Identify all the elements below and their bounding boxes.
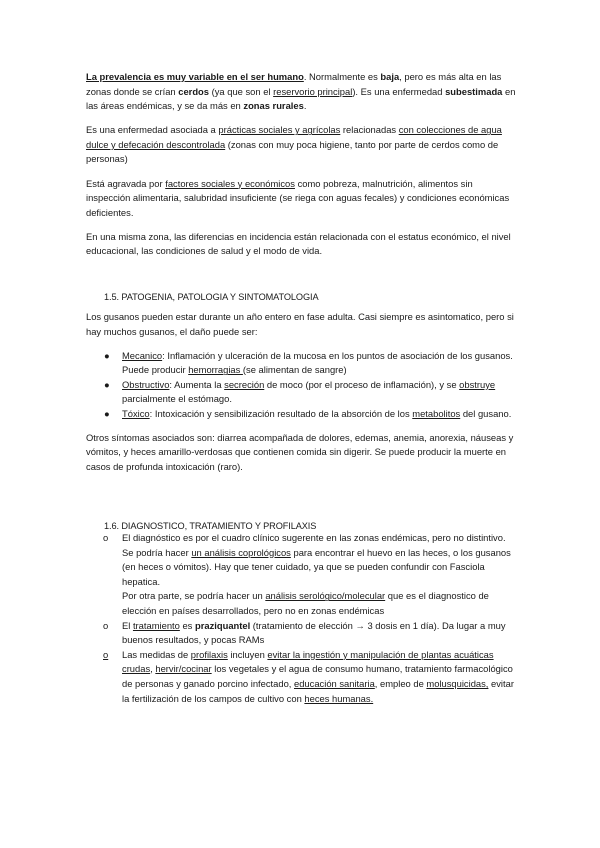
list-item: ● Tóxico: Intoxicación y sensibilización resultado de la absorción de los metabolitos del gusano. — [86, 407, 516, 422]
list-item: o El diagnóstico es por el cuadro clínico sugerente en las zonas endémicas, pero no distintivo. Se podría hacer un análisis coprológicos para encontrar el huevo en las heces, o los gusanos (en heces o vómitos). Hay que tener cuidado, ya que se pueden confundir con Fasciola hepatica. Por otra parte, se podría hacer un análisis serológico/molecular que es el diagnostico de elección en países desarrollados, pero no en zonas endémicas — [103, 532, 511, 616]
bullet-icon: ● — [104, 408, 110, 420]
section-heading-pathogenesis: 1.5. PATOGENIA, PATOLOGIA Y SINTOMATOLOGIA — [104, 292, 319, 302]
circle-bullet-icon: o — [103, 648, 109, 660]
circle-bullet-icon: o — [103, 532, 109, 543]
circle-bullet-icon: o — [103, 619, 109, 631]
bullet-icon: ● — [104, 378, 110, 390]
paragraph-pathogenesis-intro: Los gusanos pueden estar durante un año entero en fase adulta. Casi siempre es asintomatico, pero si hay muchos gusanos, el daño puede ser: — [86, 311, 514, 337]
paragraph-factors: Está agravada por factores sociales y económicos como pobreza, malnutrición, alimentos sin inspección alimentaria, salubridad insuficiente (se riega con aguas fecales) y condiciones económicas deficientes. — [86, 177, 510, 218]
list-item: ● Obstructivo: Aumenta la secreción de moco (por el proceso de inflamación), y se obstruye parcialmente el estómago. — [104, 378, 496, 405]
paragraph-other-symptoms: Otros síntomas asociados son: diarrea acompañada de dolores, edemas, anemia, anorexia, náuseas y vómitos, y heces amarillo-verdosas que contienen comida sin digerir. Se puede producir la muerte en casos de profunda intoxicación (raro). — [86, 431, 514, 472]
list-item: o El tratamiento es praziquantel (tratamiento de elección → 3 dosis en 1 día). Da lugar a muy buenos resultados, y pocas RAMs — [103, 619, 506, 646]
list-item: o Las medidas de profilaxis incluyen evitar la ingestión y manipulación de plantas acuáticas crudas, hervir/cocinar los vegetales y el agua de consumo humano, tratamiento farmacológico de personas y ganado porcino infectado, educación sanitaria, empleo de molusquicidas, evitar la fertilización de los campos de cultivo con heces humanas. — [103, 648, 514, 704]
diagnosis-list — [86, 531, 516, 706]
intro-section — [86, 70, 516, 269]
pathogenesis-section — [86, 310, 516, 484]
bullet-icon: ● — [104, 349, 110, 361]
list-item: ● Mecanico: Inflamación y ulceración de la mucosa en los puntos de asociación de los gusanos. Puede producir hemorragias (se alimentan de sangre) — [104, 349, 513, 376]
paragraph-prevalence: La prevalencia es muy variable en el ser humano. Normalmente es baja, pero es más alta en las zonas donde se crían cerdos (ya que son el reservorio principal). Es una enfermedad subestimada en las áreas endémicas, y se da más en zonas rurales. — [86, 71, 516, 112]
damage-list — [86, 349, 516, 422]
paragraph-incidence: En una misma zona, las diferencias en incidencia están relacionada con el estatus económico, el nivel educacional, las condiciones de salud y el modo de vida. — [86, 230, 511, 257]
paragraph-practices: Es una enfermedad asociada a prácticas sociales y agrícolas relacionadas con colecciones de agua dulce y defecación descontrolada (zonas con muy poca higiene, tanto por parte de cerdos como de personas) — [86, 124, 502, 165]
diagnosis-section — [86, 531, 516, 706]
section-heading-diagnosis: 1.6. DIAGNOSTICO, TRATAMIENTO Y PROFILAXIS — [104, 521, 317, 531]
